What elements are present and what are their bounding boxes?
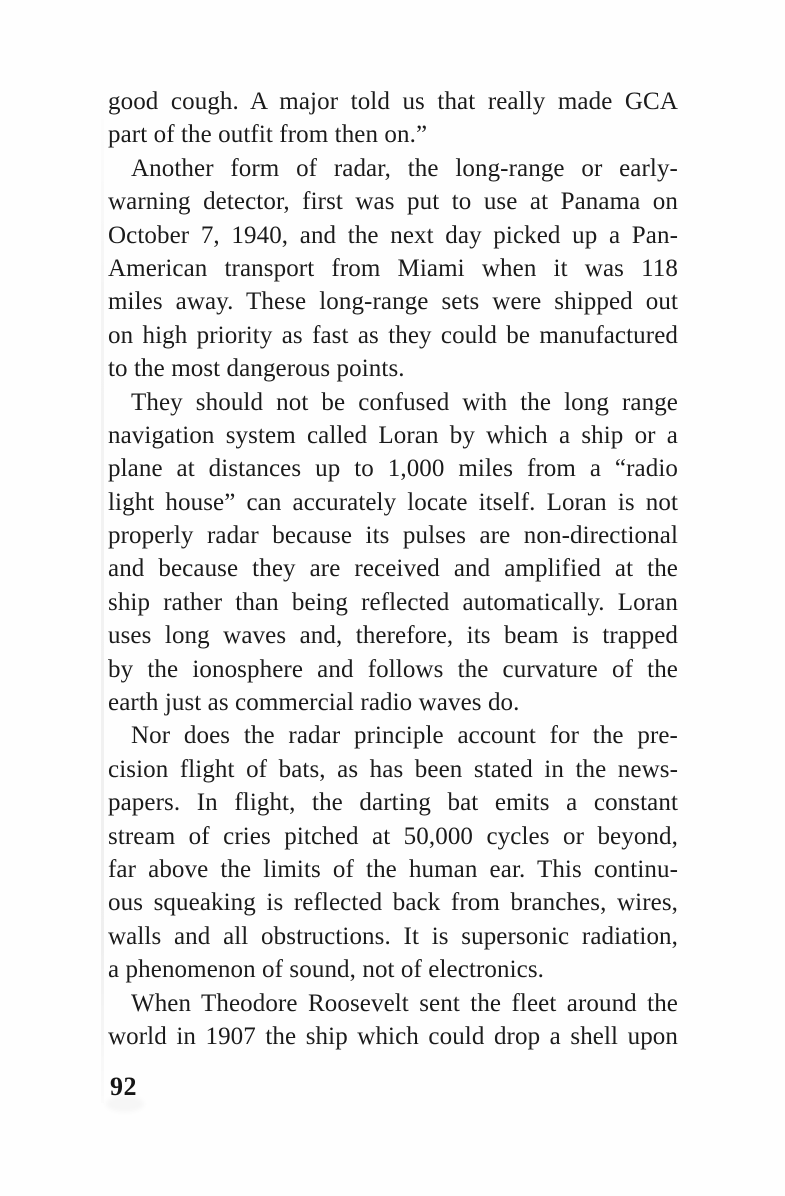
paragraph — [108, 152, 678, 386]
text-line: ous squeaking is reflected back from branches, wires, — [108, 889, 678, 917]
text-line: October 7, 1940, and the next day picked up a Pan- — [108, 221, 678, 249]
page-gutter-shadow — [101, 88, 104, 1103]
text-line: American transport from Miami when it was 118 — [108, 254, 678, 282]
text-line: miles away. These long-range sets were shipped out — [108, 288, 678, 316]
text-line: walls and all obstructions. It is supersonic radiation, — [108, 922, 678, 950]
text-line: by the ionosphere and follows the curvature of the — [108, 655, 678, 683]
text-line: When Theodore Roosevelt sent the fleet around the — [131, 989, 678, 1017]
text-line: earth just as commercial radio waves do. — [108, 689, 520, 717]
text-line: ship rather than being reflected automatically. Loran — [108, 588, 678, 616]
text-line: part of the outfit from then on.” — [108, 121, 428, 149]
text-line: They should not be confused with the long range — [131, 388, 678, 416]
text-line: light house” can accurately locate itself. Loran is not — [108, 488, 678, 516]
paragraph — [108, 987, 678, 1054]
text-line: stream of cries pitched at 50,000 cycles or beyond, — [108, 822, 678, 850]
text-block — [108, 85, 678, 1053]
page-number: 92 — [110, 1072, 137, 1101]
text-line: and because they are received and amplified at the — [108, 555, 678, 583]
text-line: plane at distances up to 1,000 miles from a “radio — [108, 455, 678, 483]
text-line: world in 1907 the ship which could drop a shell upon — [108, 1022, 678, 1050]
paragraph — [108, 719, 678, 986]
text-line: on high priority as fast as they could be manufactured — [108, 321, 678, 349]
text-line: good cough. A major told us that really made GCA — [108, 88, 678, 115]
text-line: cision flight of bats, as has been stated in the news- — [108, 755, 678, 783]
paragraph — [108, 386, 678, 720]
text-line: a phenomenon of sound, not of electronics. — [108, 956, 545, 984]
paragraph — [108, 85, 678, 152]
text-line: properly radar because its pulses are non-directional — [108, 522, 678, 550]
text-line: uses long waves and, therefore, its beam is trapped — [108, 622, 678, 650]
text-line: Nor does the radar principle account for the pre- — [131, 722, 678, 750]
text-line: navigation system called Loran by which a ship or a — [108, 421, 678, 449]
text-line: far above the limits of the human ear. This continu- — [108, 855, 678, 883]
text-line: Another form of radar, the long-range or early- — [131, 154, 678, 182]
text-line: papers. In flight, the darting bat emits a constant — [108, 789, 678, 817]
text-line: warning detector, first was put to use at Panama on — [108, 188, 678, 216]
text-line: to the most dangerous points. — [108, 355, 405, 383]
